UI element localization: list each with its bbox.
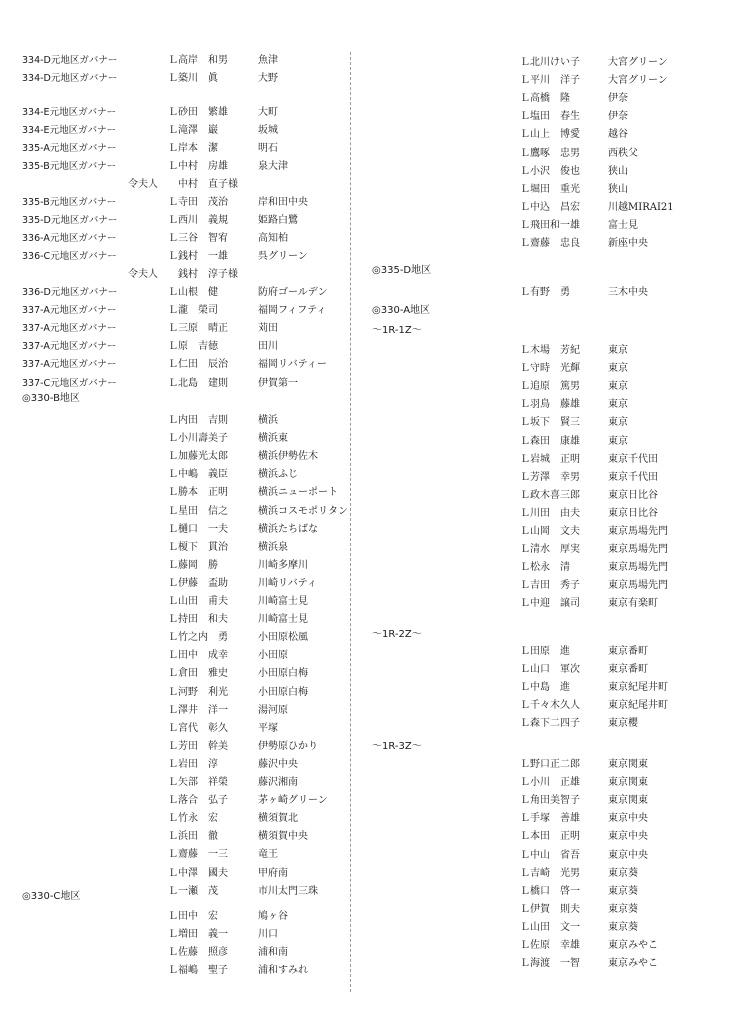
role-label: 336-C元地区ガバナー bbox=[22, 251, 117, 263]
member-name: Ｌ山田 甫夫 bbox=[168, 596, 228, 607]
member-name: Ｌ堀田 重光 bbox=[520, 183, 580, 195]
member-name: Ｌ田中 成幸 bbox=[168, 650, 228, 662]
club-name: 茅ヶ崎グリーン bbox=[258, 795, 328, 807]
member-name: Ｌ海渡 一智 bbox=[520, 958, 580, 970]
member-name: Ｌ羽鳥 藤雄 bbox=[520, 399, 580, 411]
member-name: Ｌ福嶋 聖子 bbox=[168, 965, 228, 977]
club-name: 東京紀尾井町 bbox=[608, 700, 668, 712]
club-name: 川崎富士見 bbox=[258, 596, 308, 607]
member-name: Ｌ手塚 善雄 bbox=[520, 813, 580, 825]
club-name: 東京 bbox=[608, 435, 628, 447]
member-name: Ｌ芳澤 幸男 bbox=[520, 471, 580, 483]
club-name: 岸和田中央 bbox=[258, 197, 308, 208]
club-name: 狭山 bbox=[608, 165, 628, 177]
member-name: Ｌ山上 博愛 bbox=[520, 129, 580, 141]
club-name: 東京馬場先門 bbox=[608, 562, 668, 574]
member-name: Ｌ清水 厚実 bbox=[520, 544, 580, 556]
section-heading-text: ◎335-D地区 bbox=[372, 265, 432, 276]
role-label: 337-A元地区ガバナー bbox=[22, 359, 117, 371]
club-name: 東京馬場先門 bbox=[608, 580, 668, 592]
member-name: Ｌ山岡 文夫 bbox=[520, 526, 580, 537]
member-name: Ｌ砂田 繁雄 bbox=[168, 107, 228, 118]
member-name: Ｌ北川けい子 bbox=[520, 57, 580, 68]
section-heading-text: ◎330-B地区 bbox=[22, 393, 80, 404]
club-name: 湯河原 bbox=[258, 704, 288, 716]
member-name: Ｌ飛田和一雄 bbox=[520, 219, 580, 231]
club-name: 浦和すみれ bbox=[258, 965, 308, 977]
club-name: 東京葵 bbox=[608, 903, 638, 915]
member-name: Ｌ中嶋 義臣 bbox=[168, 469, 228, 481]
member-name: Ｌ寺田 茂治 bbox=[168, 197, 228, 208]
club-name: 浦和南 bbox=[258, 947, 288, 959]
member-name: Ｌ坂下 賢三 bbox=[520, 417, 580, 429]
club-name: 東京紀尾井町 bbox=[608, 682, 668, 694]
member-name: Ｌ高岸 和男 bbox=[168, 55, 228, 66]
spouse-name: 中村 直子様 bbox=[178, 179, 238, 190]
section-heading-text: ～1R-2Z～ bbox=[372, 629, 422, 640]
club-name: 横須賀中央 bbox=[258, 831, 308, 843]
member-name: Ｌ銭村 一雄 bbox=[168, 251, 228, 263]
role-label: 337-A元地区ガバナー bbox=[22, 305, 117, 317]
club-name: 平塚 bbox=[258, 722, 278, 734]
member-name: Ｌ落合 弘子 bbox=[168, 795, 228, 807]
club-name: 東京千代田 bbox=[608, 471, 658, 483]
member-name: Ｌ瀧 榮司 bbox=[168, 305, 218, 317]
club-name: 東京馬場先門 bbox=[608, 544, 668, 556]
member-name: Ｌ一瀬 茂 bbox=[168, 885, 218, 897]
club-name: 川崎富士見 bbox=[258, 614, 308, 626]
role-label: 334-E元地区ガバナー bbox=[22, 125, 117, 137]
section-heading-text: ◎330-C地区 bbox=[22, 891, 81, 902]
member-name: Ｌ有野 勇 bbox=[520, 287, 570, 298]
member-name: Ｌ鷹啄 忠男 bbox=[520, 147, 580, 159]
member-name: Ｌ吉崎 光男 bbox=[520, 867, 580, 879]
role-label: 337-A元地区ガバナー bbox=[22, 341, 117, 353]
member-name: Ｌ竹之内 勇 bbox=[168, 632, 228, 644]
club-name: 東京中央 bbox=[608, 813, 648, 825]
role-label: 335-B元地区ガバナー bbox=[22, 161, 117, 173]
member-name: Ｌ三谷 智宥 bbox=[168, 233, 228, 245]
member-name: Ｌ岩田 淳 bbox=[168, 758, 218, 770]
member-name: Ｌ中澤 國夫 bbox=[168, 867, 228, 879]
club-name: 明石 bbox=[258, 143, 278, 155]
member-name: Ｌ佐原 幸雄 bbox=[520, 940, 580, 951]
member-name: Ｌ加藤光太郎 bbox=[168, 451, 228, 463]
club-name: 東京 bbox=[608, 345, 628, 356]
club-name: 三木中央 bbox=[608, 287, 648, 298]
club-name: 呉グリーン bbox=[258, 251, 308, 263]
member-name: Ｌ小沢 俊也 bbox=[520, 165, 580, 177]
role-label: 335-D元地区ガバナー bbox=[22, 215, 118, 227]
member-name: Ｌ野口正二郎 bbox=[520, 759, 580, 770]
member-name: Ｌ木場 芳紀 bbox=[520, 345, 580, 356]
club-name: 伊奈 bbox=[608, 111, 628, 123]
club-name: 川崎多摩川 bbox=[258, 559, 308, 571]
section-heading-text: ～1R-3Z～ bbox=[372, 741, 422, 752]
spouse-name: 銭村 淳子様 bbox=[178, 269, 238, 280]
column-divider bbox=[350, 52, 351, 992]
club-name: 東京有楽町 bbox=[608, 598, 658, 610]
member-name: Ｌ芳田 幹美 bbox=[168, 740, 228, 752]
club-name: 東京関東 bbox=[608, 759, 648, 770]
role-label: 334-D元地区ガバナー bbox=[22, 73, 118, 85]
club-name: 泉大津 bbox=[258, 161, 288, 173]
club-name: 伊勢原ひかり bbox=[258, 740, 318, 752]
club-name: 東京葵 bbox=[608, 885, 638, 897]
member-name: Ｌ伊賀 則夫 bbox=[520, 903, 580, 915]
club-name: 東京番町 bbox=[608, 646, 648, 657]
club-name: 東京 bbox=[608, 381, 628, 393]
member-name: Ｌ森下二四子 bbox=[520, 718, 580, 730]
club-name: 姫路白鷺 bbox=[258, 215, 298, 227]
member-name: Ｌ高橋 隆 bbox=[520, 93, 570, 105]
club-name: 苅田 bbox=[258, 323, 278, 335]
club-name: 田川 bbox=[258, 341, 278, 353]
club-name: 東京中央 bbox=[608, 849, 648, 861]
club-name: 大宮グリーン bbox=[608, 57, 668, 68]
member-name: Ｌ山田 文一 bbox=[520, 921, 580, 933]
member-name: Ｌ増田 義一 bbox=[168, 929, 228, 941]
club-name: 鳩ヶ谷 bbox=[258, 911, 288, 922]
member-name: Ｌ佐藤 照彦 bbox=[168, 947, 228, 959]
club-name: 東京 bbox=[608, 363, 628, 375]
member-name: Ｌ北島 建則 bbox=[168, 377, 228, 389]
club-name: 小田原白梅 bbox=[258, 668, 308, 680]
member-name: Ｌ追原 篤男 bbox=[520, 381, 580, 393]
member-name: Ｌ持田 和夫 bbox=[168, 614, 228, 626]
member-name: Ｌ川田 由夫 bbox=[520, 507, 580, 519]
club-name: 横浜コスモポリタン bbox=[258, 505, 348, 517]
member-name: Ｌ平川 洋子 bbox=[520, 75, 580, 87]
club-name: 横浜伊勢佐木 bbox=[258, 451, 318, 463]
member-name: Ｌ榎下 貫治 bbox=[168, 541, 228, 553]
club-name: 高知柏 bbox=[258, 233, 288, 245]
club-name: 福岡リバティー bbox=[258, 359, 327, 371]
member-name: Ｌ橋口 啓一 bbox=[520, 885, 580, 897]
member-name: Ｌ塩田 春生 bbox=[520, 111, 580, 123]
club-name: 大野 bbox=[258, 73, 278, 85]
club-name: 横浜東 bbox=[258, 433, 288, 445]
club-name: 小田原 bbox=[258, 650, 288, 662]
club-name: 東京みやこ bbox=[608, 958, 658, 970]
club-name: 横浜たちばな bbox=[258, 523, 318, 535]
club-name: 西秩父 bbox=[608, 147, 638, 159]
member-name: Ｌ守時 光輝 bbox=[520, 363, 580, 375]
club-name: 東京中央 bbox=[608, 831, 648, 843]
spouse-title: 令夫人 bbox=[128, 179, 158, 190]
role-label: 334-D元地区ガバナー bbox=[22, 55, 118, 66]
member-name: Ｌ伊藤 盃助 bbox=[168, 577, 228, 589]
member-name: Ｌ吉田 秀子 bbox=[520, 580, 580, 592]
role-label: 335-A元地区ガバナー bbox=[22, 143, 117, 155]
club-name: 竜王 bbox=[258, 849, 278, 861]
club-name: 大町 bbox=[258, 107, 278, 118]
club-name: 東京馬場先門 bbox=[608, 526, 668, 537]
member-name: Ｌ原 吉徳 bbox=[168, 341, 218, 353]
member-name: Ｌ政木喜三郎 bbox=[520, 489, 580, 501]
member-name: Ｌ田中 宏 bbox=[168, 911, 218, 922]
member-name: Ｌ矢部 祥榮 bbox=[168, 777, 228, 788]
member-name: Ｌ三原 晴正 bbox=[168, 323, 228, 335]
member-name: Ｌ勝本 正明 bbox=[168, 487, 228, 499]
member-name: Ｌ小川 正雄 bbox=[520, 777, 580, 789]
club-name: 東京 bbox=[608, 399, 628, 411]
club-name: 藤沢湘南 bbox=[258, 777, 298, 788]
member-name: Ｌ本田 正明 bbox=[520, 831, 580, 843]
club-name: 東京日比谷 bbox=[608, 489, 658, 501]
club-name: 越谷 bbox=[608, 129, 628, 141]
member-name: Ｌ齋藤 忠良 bbox=[520, 238, 580, 249]
member-name: Ｌ西川 義規 bbox=[168, 215, 228, 227]
member-name: Ｌ宮代 彰久 bbox=[168, 722, 228, 734]
member-name: Ｌ岩城 正明 bbox=[520, 453, 580, 465]
member-name: Ｌ内田 吉則 bbox=[168, 415, 228, 426]
member-name: Ｌ山口 軍次 bbox=[520, 664, 580, 676]
club-name: 伊賀第一 bbox=[258, 377, 298, 389]
club-name: 東京みやこ bbox=[608, 940, 658, 951]
section-heading-text: ～1R-1Z～ bbox=[372, 325, 422, 336]
role-label: 336-D元地区ガバナー bbox=[22, 287, 118, 298]
club-name: 横浜ふじ bbox=[258, 469, 298, 481]
club-name: 東京番町 bbox=[608, 664, 648, 676]
member-name: Ｌ齋藤 一三 bbox=[168, 849, 228, 861]
role-label: 337-A元地区ガバナー bbox=[22, 323, 117, 335]
member-name: Ｌ樋口 一夫 bbox=[168, 523, 228, 535]
section-heading-text: ◎330-A地区 bbox=[372, 305, 431, 316]
club-name: 川崎リバティ bbox=[258, 577, 317, 589]
club-name: 福岡フィフティ bbox=[258, 305, 327, 317]
member-name: Ｌ倉田 雅史 bbox=[168, 668, 228, 680]
club-name: 伊奈 bbox=[608, 93, 628, 105]
club-name: 東京葵 bbox=[608, 867, 638, 879]
club-name: 横浜泉 bbox=[258, 541, 288, 553]
member-name: Ｌ角田美智子 bbox=[520, 795, 580, 807]
club-name: 小田原白梅 bbox=[258, 686, 308, 698]
club-name: 東京関東 bbox=[608, 777, 648, 789]
club-name: 新座中央 bbox=[608, 238, 648, 249]
spouse-title: 令夫人 bbox=[128, 269, 158, 280]
club-name: 小田原松風 bbox=[258, 632, 308, 644]
member-name: Ｌ小川壽美子 bbox=[168, 433, 228, 445]
club-name: 横浜ニューポート bbox=[258, 487, 338, 499]
club-name: 東京 bbox=[608, 417, 628, 429]
member-name: Ｌ藤岡 勝 bbox=[168, 559, 218, 571]
member-name: Ｌ中村 房雄 bbox=[168, 161, 228, 173]
club-name: 東京日比谷 bbox=[608, 507, 658, 519]
club-name: 東京櫻 bbox=[608, 718, 638, 730]
member-name: Ｌ浜田 徹 bbox=[168, 831, 218, 843]
member-name: Ｌ澤井 洋一 bbox=[168, 704, 228, 716]
role-label: 337-C元地区ガバナー bbox=[22, 377, 117, 389]
role-label: 334-E元地区ガバナー bbox=[22, 107, 117, 118]
member-name: Ｌ滝澤 巌 bbox=[168, 125, 218, 137]
club-name: 市川太門三珠 bbox=[258, 885, 318, 897]
club-name: 東京千代田 bbox=[608, 453, 658, 465]
member-name: Ｌ岸本 潔 bbox=[168, 143, 218, 155]
club-name: 富士見 bbox=[608, 219, 638, 231]
club-name: 横須賀北 bbox=[258, 813, 298, 825]
member-name: Ｌ星田 信之 bbox=[168, 505, 228, 517]
club-name: 東京関東 bbox=[608, 795, 648, 807]
club-name: 甲府南 bbox=[258, 867, 288, 879]
member-name: Ｌ築川 眞 bbox=[168, 73, 218, 85]
role-label: 336-A元地区ガバナー bbox=[22, 233, 117, 245]
member-name: Ｌ中込 昌宏 bbox=[520, 201, 580, 213]
member-name: Ｌ仁田 辰治 bbox=[168, 359, 228, 371]
club-name: 東京葵 bbox=[608, 921, 638, 933]
club-name: 川越MIRAI21 bbox=[608, 201, 674, 213]
member-name: Ｌ田原 進 bbox=[520, 646, 570, 657]
member-name: Ｌ河野 利光 bbox=[168, 686, 228, 698]
member-name: Ｌ竹永 宏 bbox=[168, 813, 218, 825]
role-label: 335-B元地区ガバナー bbox=[22, 197, 117, 208]
club-name: 防府ゴールデン bbox=[258, 287, 328, 298]
member-name: Ｌ山根 健 bbox=[168, 287, 218, 298]
club-name: 狭山 bbox=[608, 183, 628, 195]
member-name: Ｌ森田 康雄 bbox=[520, 435, 580, 447]
member-name: Ｌ中島 進 bbox=[520, 682, 570, 694]
club-name: 横浜 bbox=[258, 415, 278, 426]
club-name: 魚津 bbox=[258, 55, 278, 66]
member-name: Ｌ中迎 譲司 bbox=[520, 598, 580, 610]
member-name: Ｌ中山 省吾 bbox=[520, 849, 580, 861]
club-name: 大宮グリーン bbox=[608, 75, 668, 87]
club-name: 坂城 bbox=[258, 125, 278, 137]
member-name: Ｌ千々木久人 bbox=[520, 700, 580, 712]
club-name: 藤沢中央 bbox=[258, 758, 298, 770]
member-name: Ｌ松永 清 bbox=[520, 562, 570, 574]
club-name: 川口 bbox=[258, 929, 278, 941]
